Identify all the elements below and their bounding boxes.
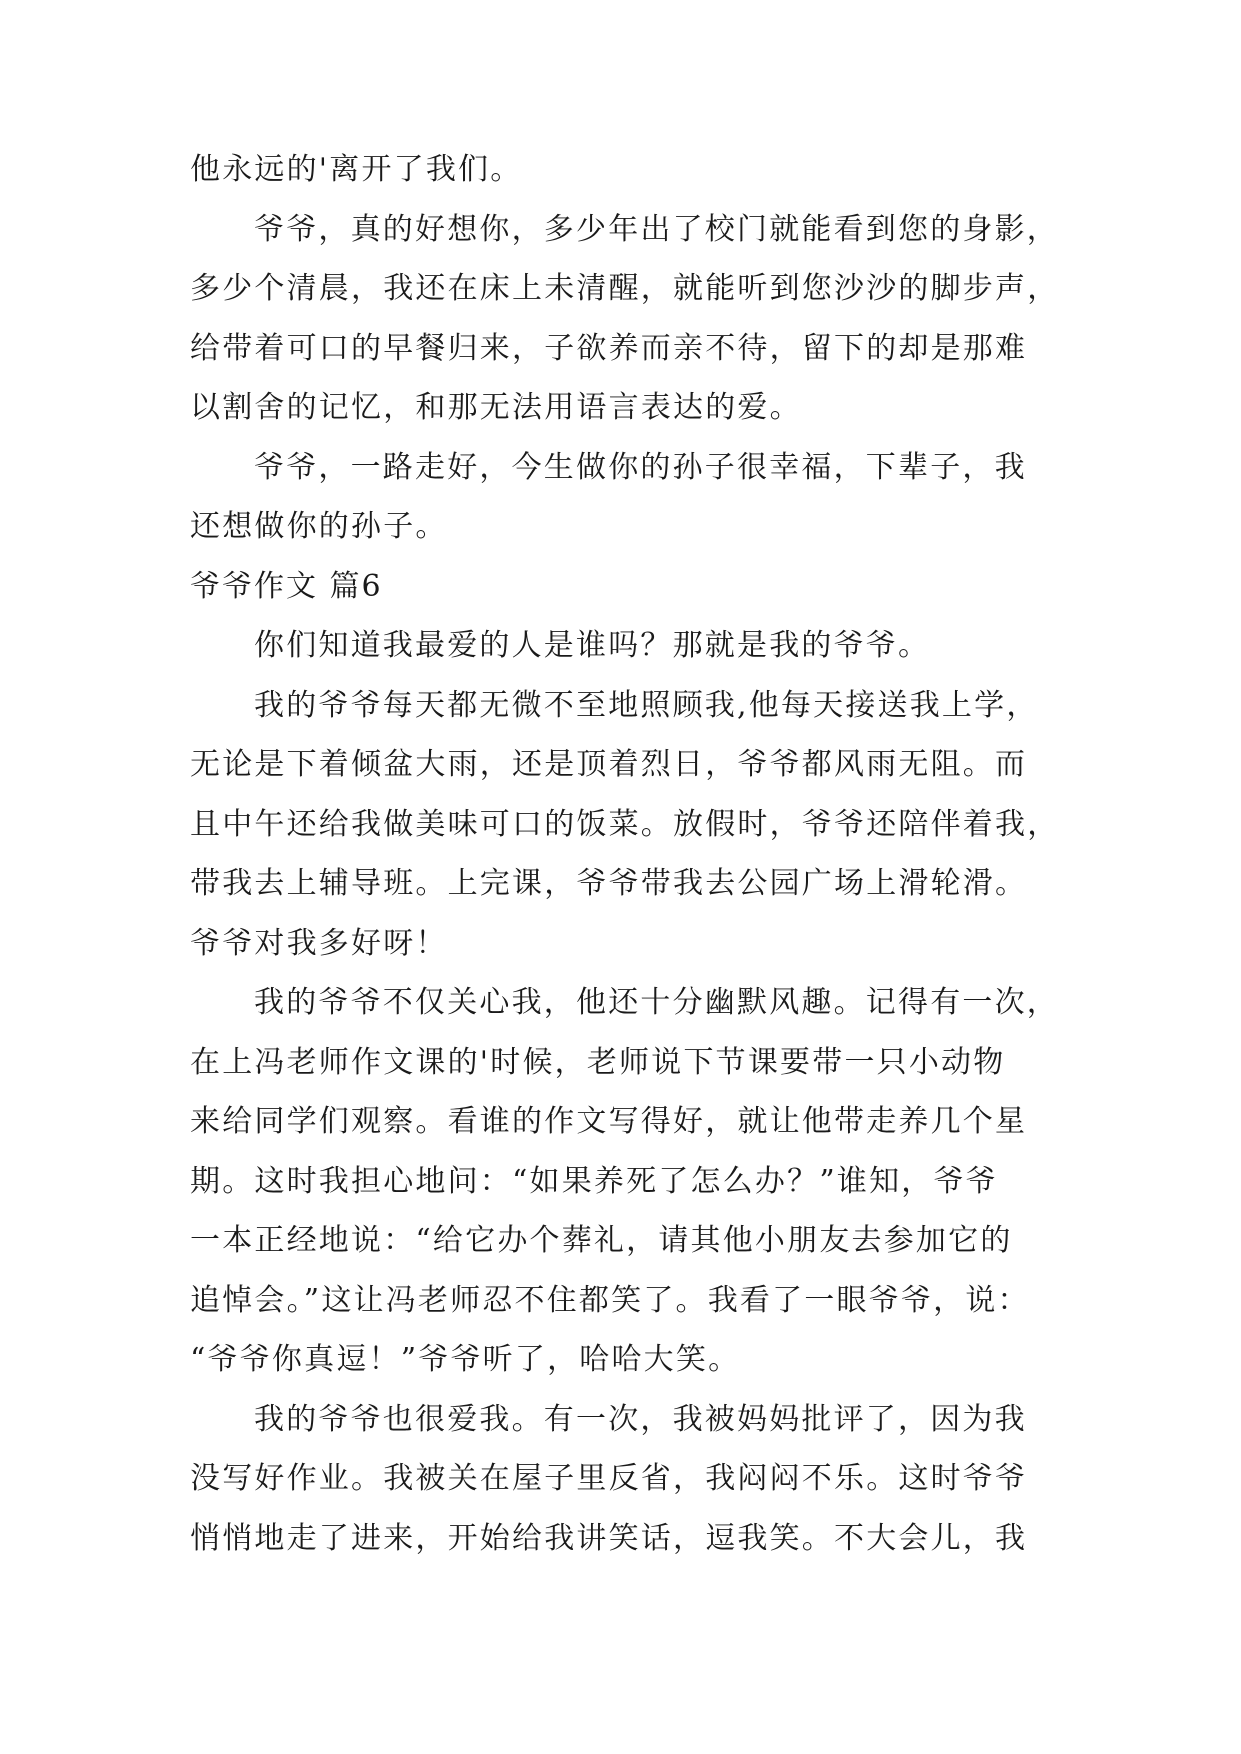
text-line: 爷爷，真的好想你，多少年出了校门就能看到您的身影， — [254, 211, 1059, 247]
document-page — [190, 140, 1090, 1568]
text-line: 给带着可口的早餐归来，子欲养而亲不待，留下的却是那难 — [190, 330, 1028, 366]
text-line: 来给同学们观察。看谁的作文写得好，就让他带走养几个星 — [190, 1104, 1028, 1139]
text-line: 无论是下着倾盆大雨，还是顶着烈日，爷爷都风雨无阻。而 — [190, 747, 1028, 782]
text-line: 以割舍的记忆，和那无法用语言表达的爱。 — [190, 390, 802, 425]
text-line: 他永远的'离开了我们。 — [190, 152, 523, 187]
text-line: 你们知道我最爱的人是谁吗？那就是我的爷爷。 — [254, 628, 931, 663]
text-line: “爷爷你真逗！”爷爷听了，哈哈大笑。 — [190, 1342, 741, 1377]
text-line: 且中午还给我做美味可口的饭菜。放假时，爷爷还陪伴着我， — [190, 806, 1060, 842]
text-line: 带我去上辅导班。上完课，爷爷带我去公园广场上滑轮滑。 — [190, 866, 1028, 901]
text-line: 一本正经地说：“给它办个葬礼，请其他小朋友去参加它的 — [190, 1223, 1013, 1258]
text-line: 我的爷爷不仅关心我，他还十分幽默风趣。记得有一次， — [254, 985, 1059, 1020]
text-line: 多少个清晨，我还在床上未清醒，就能听到您沙沙的脚步声， — [190, 271, 1060, 306]
text-line: 我的爷爷每天都无微不至地照顾我,他每天接送我上学， — [254, 687, 1039, 723]
text-line: 我的爷爷也很爱我。有一次，我被妈妈批评了，因为我 — [254, 1401, 1027, 1437]
text-line: 在上冯老师作文课的'时候，老师说下节课要带一只小动物 — [190, 1044, 1006, 1080]
text-line: 期。这时我担心地问：“如果养死了怎么办？”谁知，爷爷 — [190, 1163, 998, 1199]
text-line: 爷爷，一路走好，今生做你的孙子很幸福，下辈子，我 — [254, 449, 1027, 485]
section-heading: 爷爷作文 篇6 — [190, 568, 383, 604]
text-line: 追悼会。”这让冯老师忍不住都笑了。我看了一眼爷爷，说： — [190, 1282, 1030, 1318]
text-line: 爷爷对我多好呀！ — [190, 925, 448, 961]
text-line: 还想做你的孙子。 — [190, 509, 448, 544]
text-line: 没写好作业。我被关在屋子里反省，我闷闷不乐。这时爷爷 — [190, 1461, 1028, 1496]
text-line: 悄悄地走了进来，开始给我讲笑话，逗我笑。不大会儿，我 — [190, 1520, 1028, 1556]
